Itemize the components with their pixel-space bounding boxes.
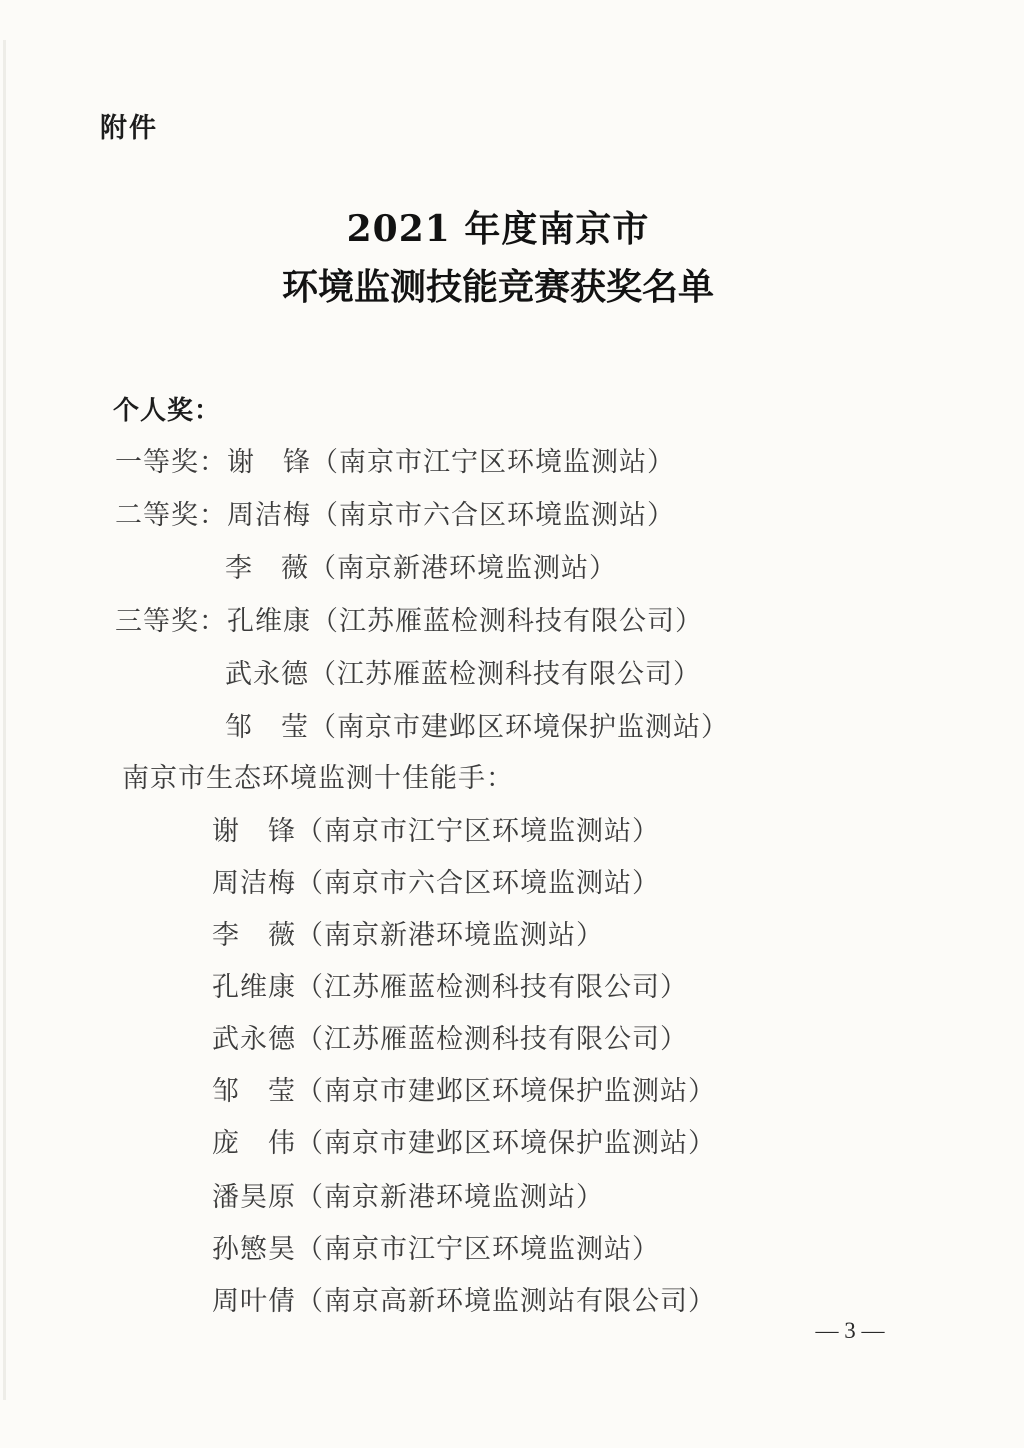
awardee-org: （南京市江宁区环境监测站） bbox=[296, 816, 660, 846]
award-row-third-prize-cont bbox=[115, 710, 729, 744]
awardee-org: （南京新港环境监测站） bbox=[296, 1182, 604, 1212]
award-row-first-prize bbox=[115, 445, 675, 479]
awardee-org: （江苏雁蓝检测科技有限公司） bbox=[296, 1024, 688, 1054]
awardee-org: （南京市六合区环境监测站） bbox=[296, 868, 660, 898]
award-row-third-prize-cont bbox=[115, 657, 701, 691]
attachment-label: 附件 bbox=[100, 113, 158, 143]
awardee-name: 邹 莹 bbox=[212, 1076, 296, 1106]
awardee-name: 潘昊原 bbox=[212, 1182, 296, 1212]
awardee-name: 邹 莹 bbox=[225, 712, 309, 742]
top-ten-row bbox=[212, 1180, 604, 1214]
awardee-name: 庞 伟 bbox=[212, 1128, 296, 1158]
top-ten-row bbox=[212, 866, 660, 900]
awardee-name: 孔维康 bbox=[212, 972, 296, 1002]
awardee-org: （南京高新环境监测站有限公司） bbox=[296, 1286, 716, 1316]
award-row-third-prize bbox=[115, 604, 703, 638]
awardee-name: 谢 锋 bbox=[212, 816, 296, 846]
top-ten-row bbox=[212, 814, 660, 848]
award-rank-label: 三等奖： bbox=[115, 606, 227, 636]
individual-awards-heading: 个人奖： bbox=[113, 395, 222, 425]
awardee-org: （南京市江宁区环境监测站） bbox=[296, 1234, 660, 1264]
top-ten-row bbox=[212, 1022, 688, 1056]
awardee-name: 周洁梅 bbox=[227, 500, 311, 530]
document-title bbox=[0, 205, 1010, 311]
top-ten-row bbox=[212, 918, 604, 952]
top-ten-row bbox=[212, 970, 688, 1004]
award-rank-label: 二等奖： bbox=[115, 500, 227, 530]
awardee-name: 武永德 bbox=[225, 659, 309, 689]
awardee-org: （江苏雁蓝检测科技有限公司） bbox=[311, 606, 703, 636]
page-number: — 3 — bbox=[815, 1318, 885, 1343]
awardee-name: 周叶倩 bbox=[212, 1286, 296, 1316]
awardee-org: （江苏雁蓝检测科技有限公司） bbox=[309, 659, 701, 689]
title-line-2: 环境监测技能竞赛获奖名单 bbox=[281, 266, 714, 308]
awardee-org: （南京市江宁区环境监测站） bbox=[311, 447, 675, 477]
awardee-name: 周洁梅 bbox=[212, 868, 296, 898]
awardee-org: （江苏雁蓝检测科技有限公司） bbox=[296, 972, 688, 1002]
awardee-name: 孔维康 bbox=[227, 606, 311, 636]
top-ten-heading: 南京市生态环境监测十佳能手： bbox=[122, 763, 514, 793]
awardee-org: （南京市建邺区环境保护监测站） bbox=[309, 712, 729, 742]
top-ten-row bbox=[212, 1074, 716, 1108]
awardee-name: 李 薇 bbox=[225, 553, 309, 583]
awardee-name: 李 薇 bbox=[212, 920, 296, 950]
awardee-org: （南京市建邺区环境保护监测站） bbox=[296, 1128, 716, 1158]
title-line-1: 2021 年度南京市 bbox=[346, 208, 650, 250]
awardee-org: （南京市六合区环境监测站） bbox=[311, 500, 675, 530]
awardee-org: （南京新港环境监测站） bbox=[309, 553, 617, 583]
awardee-name: 孙慜昊 bbox=[212, 1234, 296, 1264]
awardee-name: 谢 锋 bbox=[227, 447, 311, 477]
award-row-second-prize bbox=[115, 498, 675, 532]
top-ten-row bbox=[212, 1284, 716, 1318]
awardee-name: 武永德 bbox=[212, 1024, 296, 1054]
award-row-second-prize-cont bbox=[115, 551, 617, 585]
awardee-org: （南京新港环境监测站） bbox=[296, 920, 604, 950]
top-ten-row bbox=[212, 1232, 660, 1266]
awardee-org: （南京市建邺区环境保护监测站） bbox=[296, 1076, 716, 1106]
top-ten-row bbox=[212, 1126, 716, 1160]
award-rank-label: 一等奖： bbox=[115, 447, 227, 477]
